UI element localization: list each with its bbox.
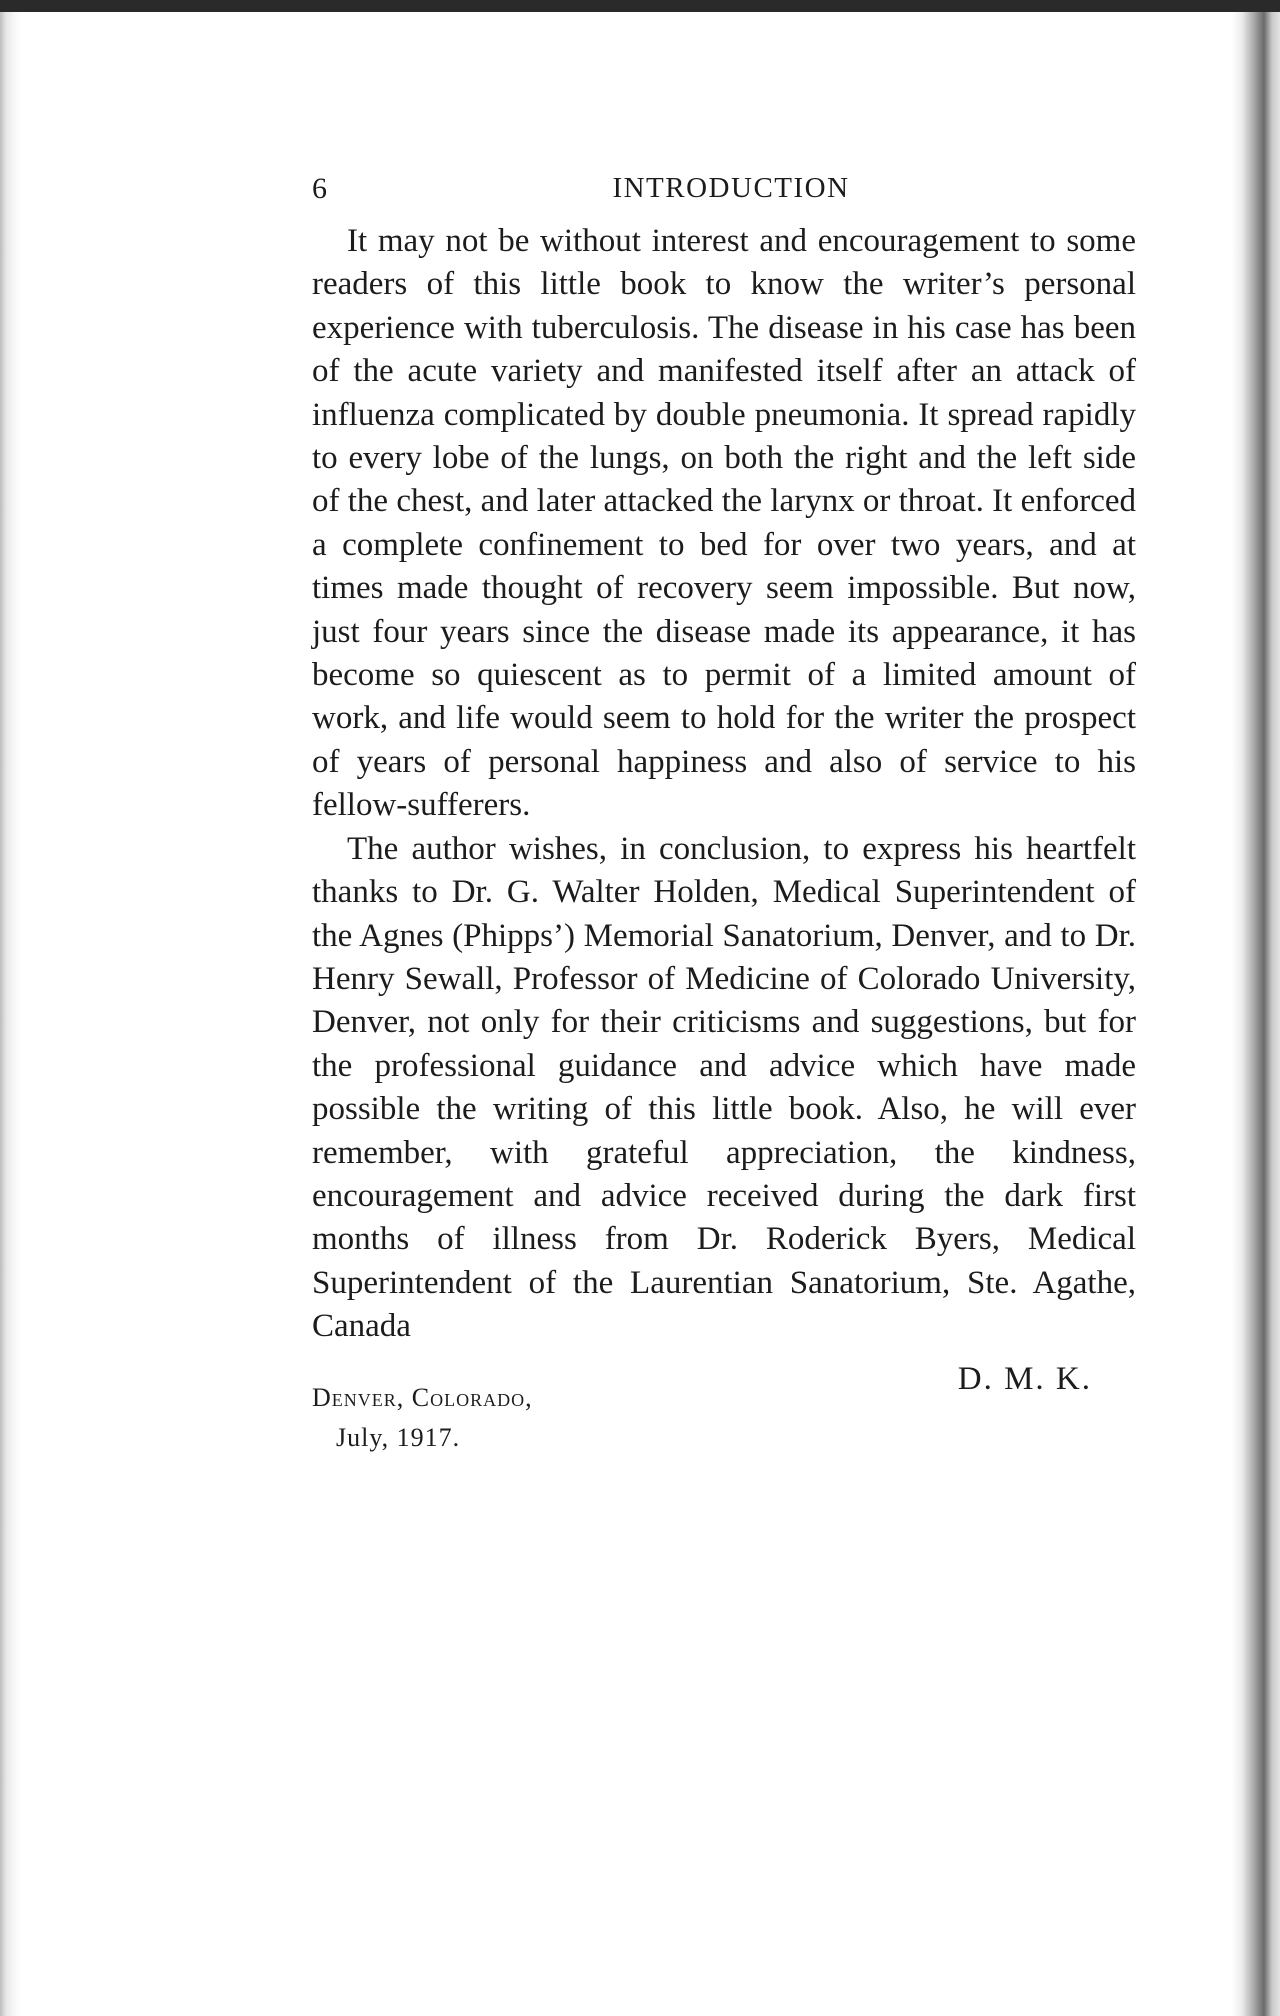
page-left-edge — [0, 12, 22, 2016]
book-gutter-shadow — [1232, 12, 1280, 2016]
place-line: Denver, Colorado, — [312, 1382, 533, 1412]
paragraph-acknowledgements: The author wishes, in conclusion, to express his heartfelt thanks to Dr. G. Walter Holden, Medical Superintendent of the Agnes (Phipps’) Memorial Sanatorium, Denver, and to Dr. Henry Sewall, Professor of Medicine of Colorado University, Denver, not only for their criticisms and suggestions, but for the professional guidance and advice which have made possible the writing of this little book. Also, he will ever remember, with grateful appreciation, the kindness, encouragement and advice received during the dark first months of illness from Dr. Roderick Byers, Medical Superintendent of the Laurentian Sanatorium, Ste. Agathe, Canada — [312, 830, 1136, 1345]
closing-block — [312, 1361, 1136, 1481]
running-title: INTRODUCTION — [612, 172, 850, 204]
date-line: July, 1917. — [336, 1422, 461, 1452]
book-page — [312, 160, 1136, 1481]
paragraph-personal-experience: It may not be without interest and encouragement to some readers of this little book to know the writer’s personal experience with tuberculosis. The disease in his case has been of the acute variety and manifested itself after an attack of influenza complicated by double pneumonia. It spread rapidly to every lobe of the lungs, on both the right and the left side of the chest, and later attacked the larynx or throat. It enforced a complete confinement to bed for over two years, and at times made thought of recovery seem impossible. But now, just four years since the disease made its appearance, it has become so quiescent as to permit of a limited amount of work, and life would seem to hold for the writer the prospect of years of personal happiness and also of service to his fellow-sufferers. — [312, 223, 1136, 824]
body-text — [312, 220, 1136, 1349]
running-head — [312, 160, 1136, 216]
scan-top-border — [0, 0, 1280, 12]
author-initials: D. M. K. — [957, 1360, 1092, 1397]
page-number: 6 — [312, 172, 328, 205]
